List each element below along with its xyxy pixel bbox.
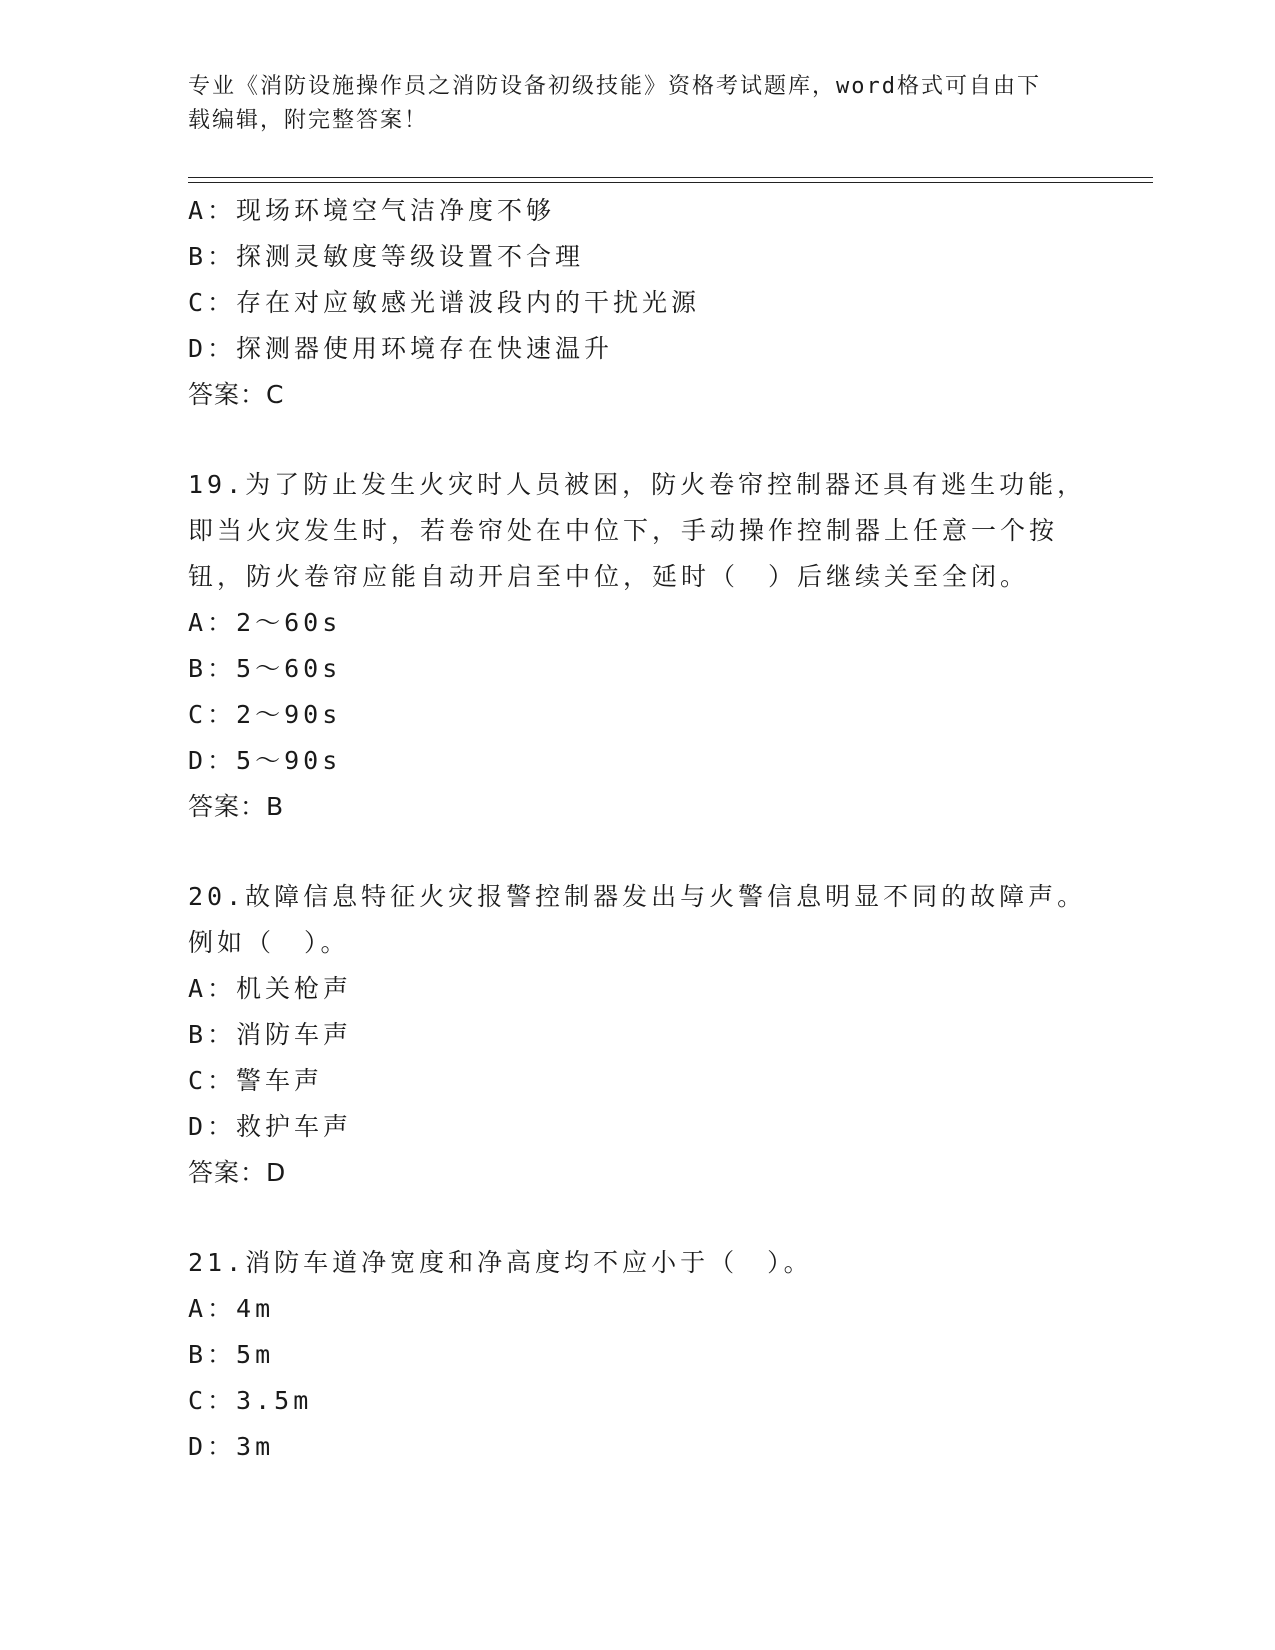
option-a: A：4m <box>188 1294 275 1323</box>
answer-label: 答案：D <box>188 1158 287 1187</box>
option-b: B：消防车声 <box>188 1020 353 1049</box>
header-line-1: 专业《消防设施操作员之消防设备初级技能》资格考试题库，word格式可自由下 <box>188 74 1041 99</box>
question-stem <box>188 1240 1068 1286</box>
option-a: A：机关枪声 <box>188 974 353 1003</box>
answer-label: 答案：B <box>188 792 285 821</box>
question-20 <box>188 874 1087 1196</box>
option-c: C：2～90s <box>188 700 342 729</box>
header-divider-top <box>188 177 1153 178</box>
option-a: A：2～60s <box>188 608 342 637</box>
question-19 <box>188 462 1087 830</box>
option-b: B：5～60s <box>188 654 342 683</box>
document-header <box>188 70 1068 138</box>
stem-line: 19.为了防止发生火灾时人员被困，防火卷帘控制器还具有逃生功能， <box>188 470 1087 499</box>
answer-label: 答案：C <box>188 380 285 409</box>
stem-line: 钮，防火卷帘应能自动开启至中位，延时（ ）后继续关至全闭。 <box>188 562 1030 591</box>
question-stem <box>188 874 1087 966</box>
option-d: D：救护车声 <box>188 1112 353 1141</box>
question-list <box>188 188 1087 1470</box>
option-b: B：探测灵敏度等级设置不合理 <box>188 242 585 271</box>
stem-line: 例如（ ）。 <box>188 928 350 957</box>
option-c: C：3.5m <box>188 1386 313 1415</box>
option-c: C：存在对应敏感光谱波段内的干扰光源 <box>188 288 701 317</box>
stem-line: 20.故障信息特征火灾报警控制器发出与火警信息明显不同的故障声。 <box>188 882 1087 911</box>
question-18 <box>188 188 1068 418</box>
option-b: B：5m <box>188 1340 275 1369</box>
header-divider-bottom <box>188 182 1153 183</box>
option-d: D：3m <box>188 1432 275 1461</box>
question-stem <box>188 462 1087 600</box>
question-21 <box>188 1240 1068 1470</box>
header-line-2: 载编辑，附完整答案！ <box>188 108 429 133</box>
stem-line: 即当火灾发生时，若卷帘处在中位下，手动操作控制器上任意一个按 <box>188 516 1059 545</box>
option-d: D：探测器使用环境存在快速温升 <box>188 334 614 363</box>
option-c: C：警车声 <box>188 1066 324 1095</box>
option-a: A：现场环境空气洁净度不够 <box>188 196 556 225</box>
stem-line: 21.消防车道净宽度和净高度均不应小于（ ）。 <box>188 1248 813 1277</box>
option-d: D：5～90s <box>188 746 342 775</box>
